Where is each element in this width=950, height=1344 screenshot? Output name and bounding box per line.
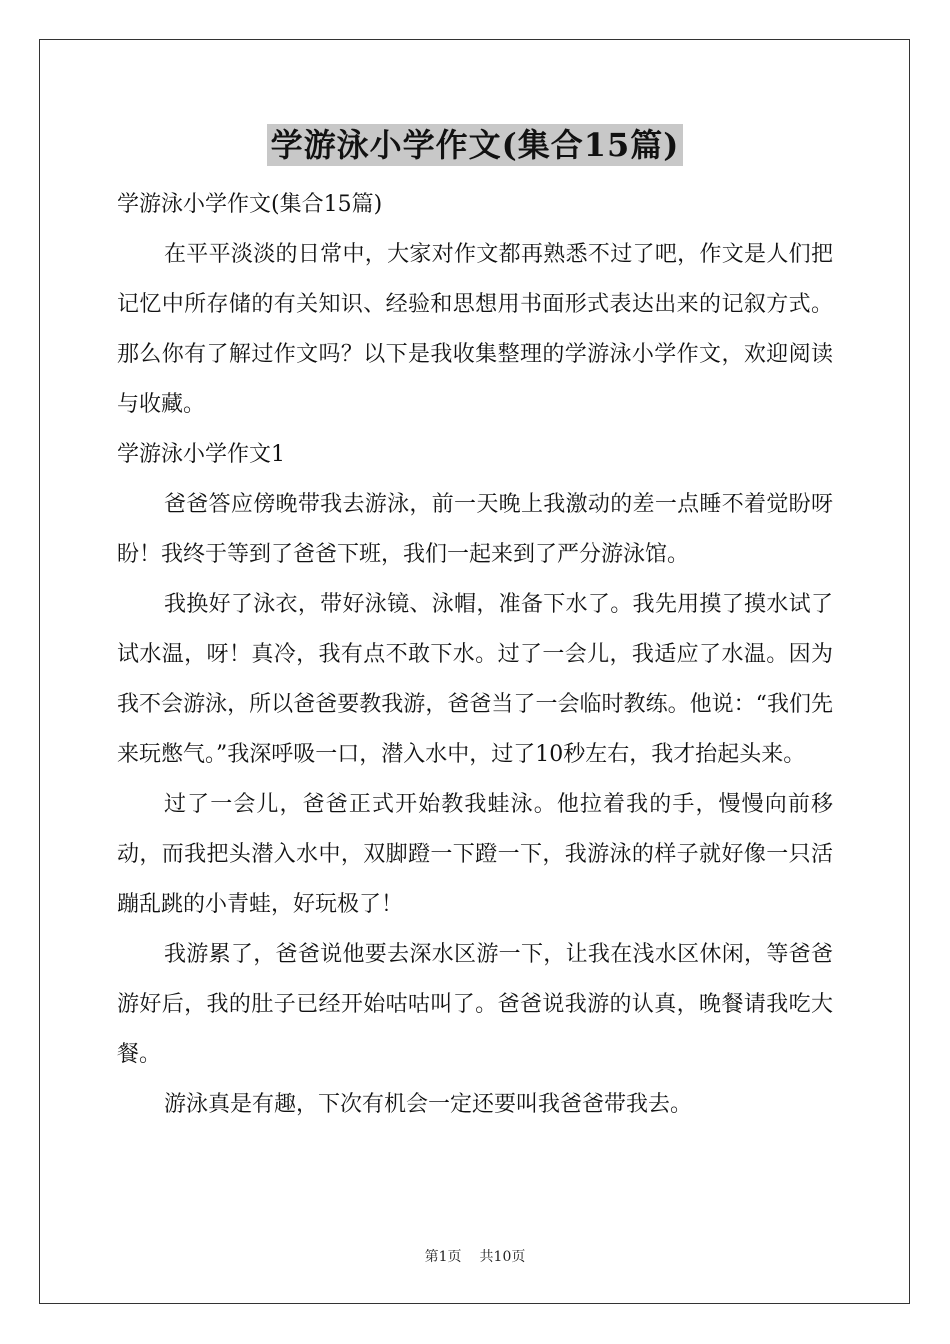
body-paragraph: 我游累了，爸爸说他要去深水区游一下，让我在浅水区休闲，等爸爸游好后，我的肚子已经开始咕咕叫了。爸爸说我游的认真，晚餐请我吃大餐。 [117, 942, 833, 1067]
title-container [0, 124, 950, 166]
section-heading: 学游泳小学作文1 [117, 442, 285, 467]
page-total: 共10页 [479, 1249, 526, 1265]
body-paragraph: 我换好了泳衣，带好泳镜、泳帽，准备下水了。我先用摸了摸水试了试水温，呀！真冷，我有点不敢下水。过了一会儿，我适应了水温。因为我不会游泳，所以爸爸要教我游，爸爸当了一会临时教练。他说：“我们先来玩憋气。”我深呼吸一口，潜入水中，过了10秒左右，我才抬起头来。 [117, 592, 833, 767]
body-paragraph: 过了一会儿，爸爸正式开始教我蛙泳。他拉着我的手，慢慢向前移动，而我把头潜入水中，双脚蹬一下蹬一下，我游泳的样子就好像一只活蹦乱跳的小青蛙，好玩极了！ [117, 792, 833, 917]
document-body [117, 180, 833, 1130]
subtitle-line: 学游泳小学作文(集合15篇) [117, 192, 383, 217]
intro-paragraph: 在平平淡淡的日常中，大家对作文都再熟悉不过了吧，作文是人们把记忆中所存储的有关知识、经验和思想用书面形式表达出来的记叙方式。那么你有了解过作文吗？以下是我收集整理的学游泳小学作文，欢迎阅读与收藏。 [117, 242, 833, 417]
body-paragraph: 游泳真是有趣，下次有机会一定还要叫我爸爸带我去。 [164, 1092, 693, 1117]
document-title: 学游泳小学作文(集合15篇) [267, 124, 684, 166]
body-paragraph: 爸爸答应傍晚带我去游泳，前一天晚上我激动的差一点睡不着觉盼呀盼！我终于等到了爸爸下班，我们一起来到了严分游泳馆。 [117, 492, 833, 567]
page-number: 第1页 [424, 1249, 462, 1265]
page-footer [0, 1247, 950, 1267]
